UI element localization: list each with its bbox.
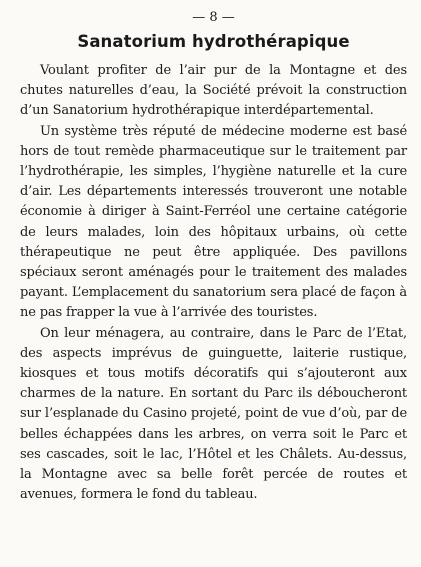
paragraph-2: Un système très réputé de médecine moderne est basé hors de tout remède pharmaceutique sur le traitement par l’hydrothérapie, les simples, l’hygiène naturelle et la cure d’air. Les départements interessés trouveront une notable économie à diriger à Saint-Ferréol une certaine catégorie de leurs malades, loin des hôpitaux urbains, où cette thérapeutique ne peut être appliquée. Des pavillons spéciaux seront aménagés pour le traitement des malades payant. L’emplacement du sanatorium sera placé de façon à ne pas frapper la vue à l’arrivée des touristes. <box>20 123 407 321</box>
page-title: Sanatorium hydrothérapique <box>77 32 350 51</box>
paragraph-3: On leur ménagera, au contraire, dans le Parc de l’Etat, des aspects imprévus de guinguette, laiterie rustique, kiosques et tous motifs décoratifs qui s’ajouteront aux charmes de la nature. En sortant du Parc ils déboucheront sur l’esplanade du Casino projeté, point de vue d’où, par de belles échappées dans les arbres, on verra soit le Parc et ses cascades, soit le lac, l’Hôtel et les Châlets. Au-dessus, la Montagne avec sa belle forêt percée de routes et avenues, formera le fond du tableau. <box>20 325 407 503</box>
body-text <box>20 61 407 505</box>
page-number: — 8 — <box>192 10 235 25</box>
paragraph-1: Voulant profiter de l’air pur de la Montagne et des chutes naturelles d’eau, la Société prévoit la construction d’un Sanatorium hydrothérapique interdépartemental. <box>20 63 407 119</box>
